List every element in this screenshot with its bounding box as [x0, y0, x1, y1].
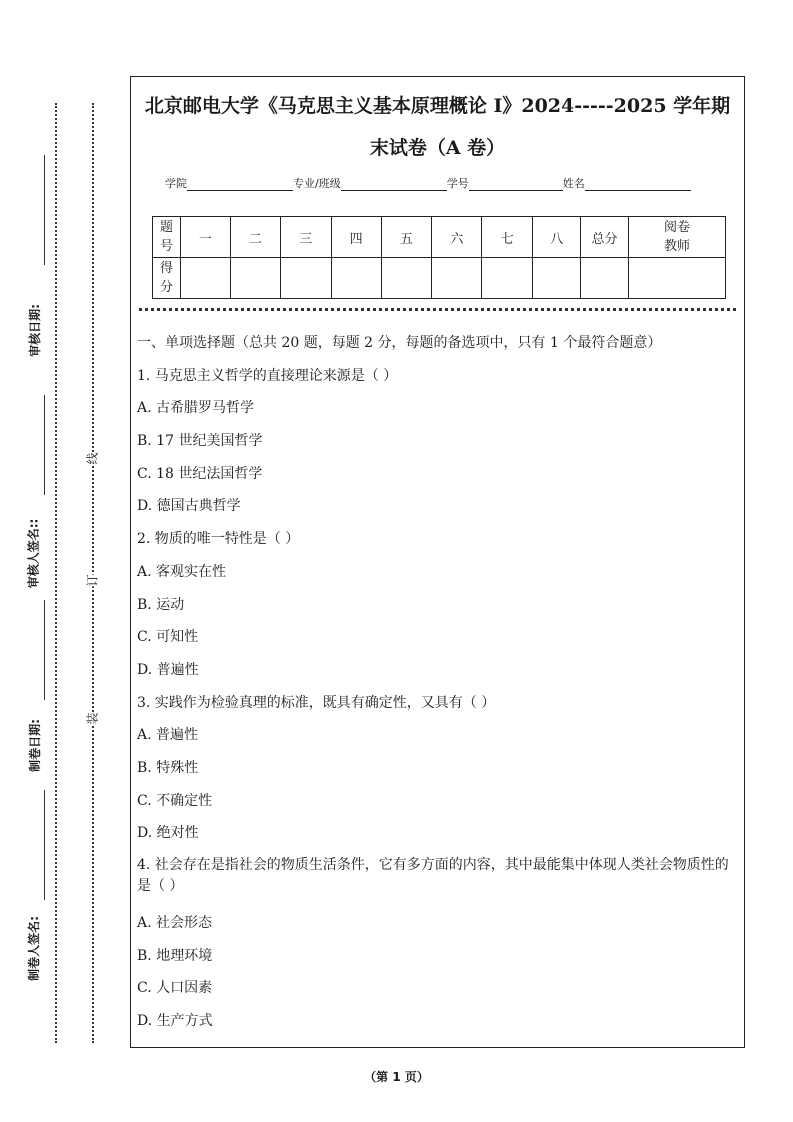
section1-content	[137, 327, 740, 1038]
maker-sign-label: 制卷人签名:	[26, 916, 41, 981]
question-3-option-a[interactable]: A. 普遍性	[137, 727, 199, 744]
make-date-label: 制卷日期:	[27, 719, 42, 772]
score-cell-7[interactable]	[482, 258, 533, 299]
college-label: 学院	[165, 177, 187, 190]
binding-mark-ding: 订	[82, 574, 103, 586]
score-table-header-row	[153, 217, 726, 258]
score-table	[152, 216, 726, 299]
auditor-sign-blank	[44, 395, 45, 495]
audit-date-label: 审核日期:	[27, 304, 42, 357]
question-4-option-b[interactable]: B. 地理环境	[137, 947, 213, 964]
binding-mark-zhuang: 装	[82, 712, 103, 724]
score-header-grader: 阅卷教师	[629, 217, 726, 258]
question-2-option-d[interactable]: D. 普遍性	[137, 661, 199, 678]
dotted-separator	[139, 308, 736, 311]
name-label: 姓名	[562, 177, 585, 190]
question-2-option-b[interactable]: B. 运动	[137, 596, 185, 613]
name-field[interactable]	[585, 178, 691, 191]
question-4-option-d[interactable]: D. 生产方式	[137, 1013, 213, 1030]
major-label: 专业/班级	[293, 177, 341, 190]
score-cell-8[interactable]	[533, 258, 581, 299]
score-cell-4[interactable]	[331, 258, 381, 299]
score-table-score-row	[153, 258, 726, 299]
score-header-total: 总分	[581, 217, 629, 258]
score-row-label: 得分	[153, 258, 181, 299]
question-3-option-c[interactable]: C. 不确定性	[137, 792, 213, 809]
question-1-option-b[interactable]: B. 17 世纪美国哲学	[137, 433, 263, 450]
score-cell-total[interactable]	[581, 258, 629, 299]
page-number: （第 1 页）	[364, 1070, 429, 1084]
question-3-option-b[interactable]: B. 特殊性	[137, 759, 199, 776]
maker-sign-blank	[44, 790, 45, 900]
score-header-1: 一	[180, 217, 230, 258]
exam-title-line2: 末试卷（A 卷）	[369, 137, 506, 159]
student-info-row	[165, 175, 691, 191]
question-2-option-c[interactable]: C. 可知性	[137, 629, 199, 646]
exam-title-line1: 北京邮电大学《马克思主义基本原理概论 I》2024-----2025 学年期	[144, 95, 731, 117]
binding-mark-xian: 线	[82, 452, 103, 464]
score-header-3: 三	[280, 217, 331, 258]
student-id-label: 学号	[446, 177, 469, 190]
question-4-option-c[interactable]: C. 人口因素	[137, 980, 213, 997]
exam-paper-frame	[130, 76, 745, 1048]
question-1-option-a[interactable]: A. 古希腊罗马哲学	[137, 400, 255, 417]
auditor-sign-label: 审核人签名::	[26, 518, 41, 589]
audit-date-blank	[44, 155, 45, 265]
score-header-7: 七	[482, 217, 533, 258]
score-header-2: 二	[230, 217, 280, 258]
question-3-option-d[interactable]: D. 绝对性	[137, 825, 199, 842]
question-2-option-a[interactable]: A. 客观实在性	[137, 563, 227, 580]
score-header-6: 六	[432, 217, 482, 258]
section1-heading: 一、单项选择题（总共 20 题，每题 2 分，每题的备选项中，只有 1 个最符合题意）	[137, 335, 662, 351]
question-1-option-c[interactable]: C. 18 世纪法国哲学	[137, 465, 263, 482]
score-cell-2[interactable]	[230, 258, 280, 299]
major-field[interactable]	[341, 178, 447, 191]
question-1-stem: 1. 马克思主义哲学的直接理论来源是（ ）	[137, 367, 398, 384]
question-4-option-a[interactable]: A. 社会形态	[137, 915, 213, 931]
student-id-field[interactable]	[469, 178, 563, 191]
score-cell-1[interactable]	[180, 258, 230, 299]
score-cell-3[interactable]	[280, 258, 331, 299]
college-field[interactable]	[187, 178, 293, 191]
question-3-stem: 3. 实践作为检验真理的标准，既具有确定性，又具有（ ）	[137, 694, 496, 711]
score-cell-6[interactable]	[432, 258, 482, 299]
score-cell-grader[interactable]	[629, 258, 726, 299]
score-cell-5[interactable]	[381, 258, 432, 299]
make-date-blank	[44, 600, 45, 700]
binding-dotted-line-outer	[55, 103, 57, 1043]
question-2-stem: 2. 物质的唯一特性是（ ）	[137, 531, 300, 548]
score-header-question-no: 题号	[153, 217, 181, 258]
score-header-8: 八	[533, 217, 581, 258]
question-4-stem: 4. 社会存在是指社会的物质生活条件，它有多方面的内容，其中最能集中体现人类社会物质性的是（ ）	[137, 857, 729, 894]
score-header-4: 四	[331, 217, 381, 258]
binding-dotted-line-inner	[92, 103, 94, 1043]
score-header-5: 五	[381, 217, 432, 258]
question-1-option-d[interactable]: D. 德国古典哲学	[137, 498, 241, 515]
